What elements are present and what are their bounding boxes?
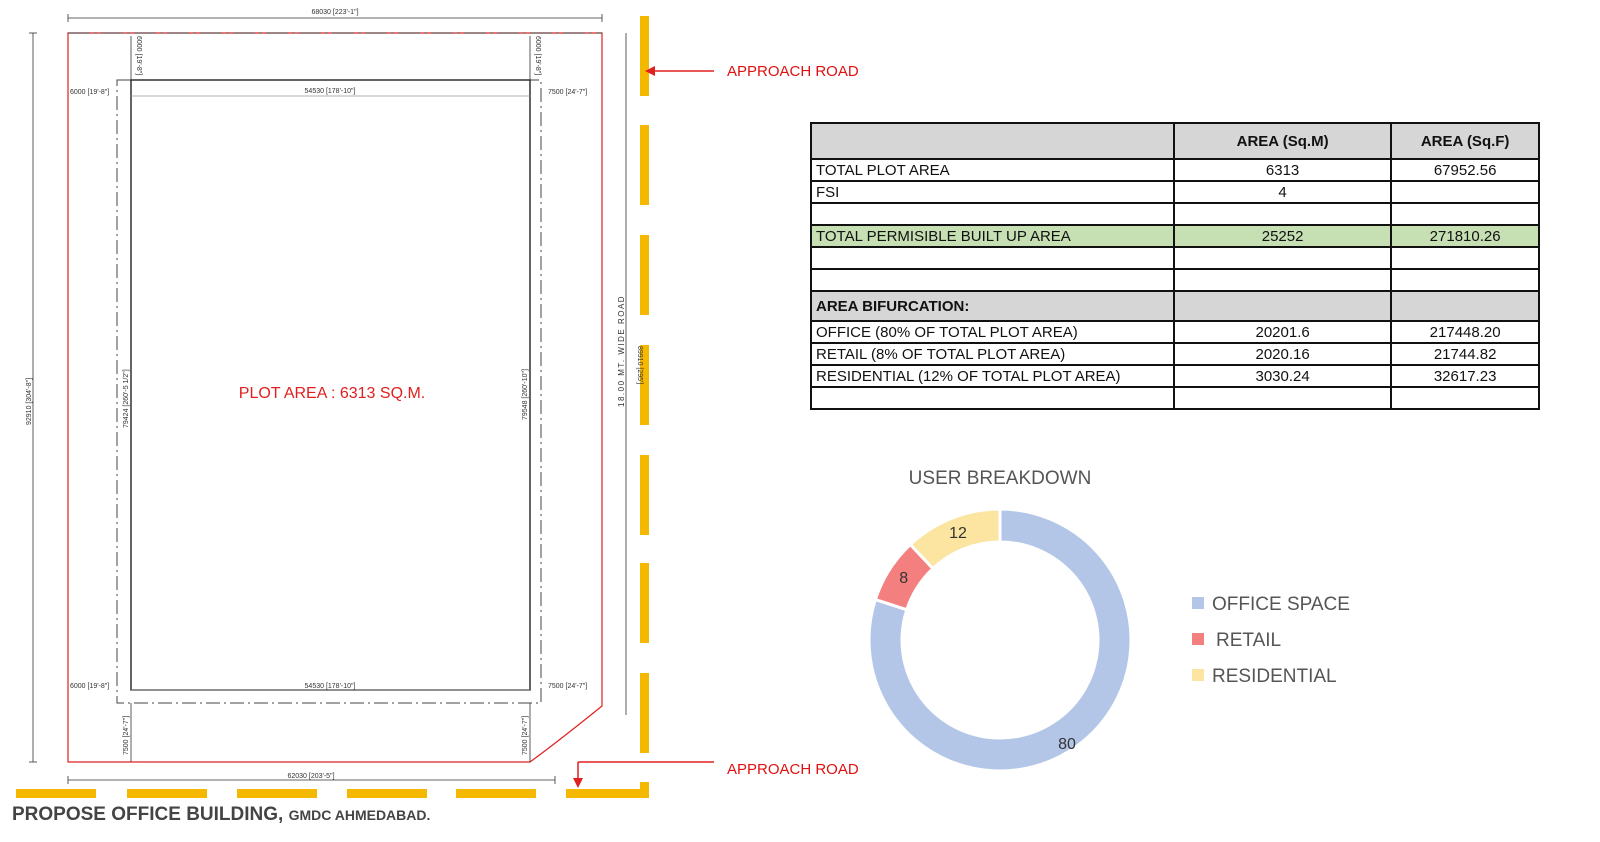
- row-sqm: [1174, 247, 1391, 269]
- road-dashes-bottom: [16, 789, 646, 798]
- row-sqm: 3030.24: [1174, 365, 1391, 387]
- row-sqf: [1391, 203, 1539, 225]
- dim-right-inner: 79548 [260'-10"]: [522, 369, 529, 420]
- table-row: [811, 343, 1539, 365]
- row-sqm: 20201.6: [1174, 321, 1391, 343]
- table-header: AREA (Sq.M): [1174, 123, 1391, 159]
- project-title: PROPOSE OFFICE BUILDING,: [12, 804, 289, 825]
- dim-left-inner: 79424 [260'-5 1/2"]: [123, 369, 130, 428]
- row-sqf: [1391, 181, 1539, 203]
- donut-data-label: 12: [949, 525, 967, 543]
- project-location: GMDC AHMEDABAD.: [288, 807, 431, 823]
- dim-bottom-overall: 62030 [203'-5"]: [287, 773, 335, 780]
- row-label: [811, 387, 1174, 409]
- row-label: AREA BIFURCATION:: [811, 291, 1174, 321]
- row-label: FSI: [811, 181, 1174, 203]
- row-label: TOTAL PLOT AREA: [811, 159, 1174, 181]
- table-row: [811, 181, 1539, 203]
- row-label: TOTAL PERMISIBLE BUILT UP AREA: [811, 225, 1174, 247]
- table-row: [811, 387, 1539, 409]
- table-header: AREA (Sq.F): [1391, 123, 1539, 159]
- dim-rear-setback-right: 7500 [24'-7"]: [522, 715, 529, 755]
- table-section-row: [811, 291, 1539, 321]
- row-label: [811, 269, 1174, 291]
- donut-chart: [860, 500, 1140, 780]
- legend-label: RESIDENTIAL: [1212, 666, 1337, 687]
- row-sqm: [1174, 269, 1391, 291]
- row-sqm: 6313: [1174, 159, 1391, 181]
- footer-title: [12, 804, 430, 826]
- dim-left-setback-bottom: 6000 [19'-8"]: [70, 683, 110, 690]
- table-row-highlight: [811, 225, 1539, 247]
- chart-legend: [1192, 594, 1350, 702]
- row-sqf: [1391, 387, 1539, 409]
- row-sqf: [1391, 291, 1539, 321]
- row-label: RESIDENTIAL (12% OF TOTAL PLOT AREA): [811, 365, 1174, 387]
- area-table: [810, 122, 1540, 410]
- legend-label: OFFICE SPACE: [1212, 594, 1350, 615]
- table-header-row: [811, 123, 1539, 159]
- table-row: [811, 247, 1539, 269]
- row-sqf: [1391, 269, 1539, 291]
- dim-top-overall: 68030 [223'-1"]: [311, 9, 359, 16]
- legend-swatch: [1192, 597, 1204, 609]
- table-row: [811, 321, 1539, 343]
- dim-left-overall: 92910 [304'-8"]: [26, 377, 33, 425]
- row-label: RETAIL (8% OF TOTAL PLOT AREA): [811, 343, 1174, 365]
- row-sqm: [1174, 291, 1391, 321]
- row-sqf: 32617.23: [1391, 365, 1539, 387]
- row-label: [811, 203, 1174, 225]
- row-sqf: 21744.82: [1391, 343, 1539, 365]
- row-sqm: [1174, 387, 1391, 409]
- row-sqf: 67952.56: [1391, 159, 1539, 181]
- approach-road-label-top: APPROACH ROAD: [727, 63, 859, 80]
- dim-bottom-inner: 54530 [178'-10"]: [304, 683, 356, 690]
- legend-swatch: [1192, 633, 1204, 645]
- dim-right-setback-bottom: 7500 [24'-7"]: [548, 683, 588, 690]
- row-label: OFFICE (80% OF TOTAL PLOT AREA): [811, 321, 1174, 343]
- row-sqf: 217448.20: [1391, 321, 1539, 343]
- wide-road-label: 18.00 MT. WIDE ROAD: [617, 294, 626, 407]
- legend-swatch: [1192, 669, 1204, 681]
- road-dashes-right: [640, 16, 649, 798]
- row-label: [811, 247, 1174, 269]
- table-row: [811, 203, 1539, 225]
- donut-data-label: 80: [1058, 736, 1076, 754]
- chart-title: USER BREAKDOWN: [908, 468, 1092, 489]
- row-sqf: [1391, 247, 1539, 269]
- dim-rear-setback-left: 7500 [24'-7"]: [123, 715, 130, 755]
- dim-right-road: 89910 [295']: [636, 346, 643, 385]
- table-header: [811, 123, 1174, 159]
- table-row: [811, 269, 1539, 291]
- row-sqm: [1174, 203, 1391, 225]
- dim-top-inner: 54530 [178'-10"]: [304, 88, 356, 95]
- approach-road-label-bottom: APPROACH ROAD: [727, 761, 859, 778]
- row-sqm: 25252: [1174, 225, 1391, 247]
- table-row: [811, 365, 1539, 387]
- legend-item-retail: [1192, 630, 1350, 666]
- row-sqm: 4: [1174, 181, 1391, 203]
- legend-item-residential: [1192, 666, 1350, 702]
- plot-area-label: PLOT AREA : 6313 SQ.M.: [238, 385, 426, 402]
- dim-left-setback-top: 6000 [19'-8"]: [70, 89, 110, 96]
- row-sqm: 2020.16: [1174, 343, 1391, 365]
- donut-data-label: 8: [899, 570, 909, 588]
- row-sqf: 271810.26: [1391, 225, 1539, 247]
- table-row: [811, 159, 1539, 181]
- dim-front-setback-right: 6000 [19'-8"]: [534, 36, 541, 76]
- legend-label: RETAIL: [1216, 630, 1282, 651]
- dim-right-setback-top: 7500 [24'-7"]: [548, 89, 588, 96]
- dim-front-setback-left: 6000 [19'-8"]: [135, 36, 142, 76]
- approach-road-arrow-top: [645, 66, 714, 76]
- legend-item-office: [1192, 594, 1350, 630]
